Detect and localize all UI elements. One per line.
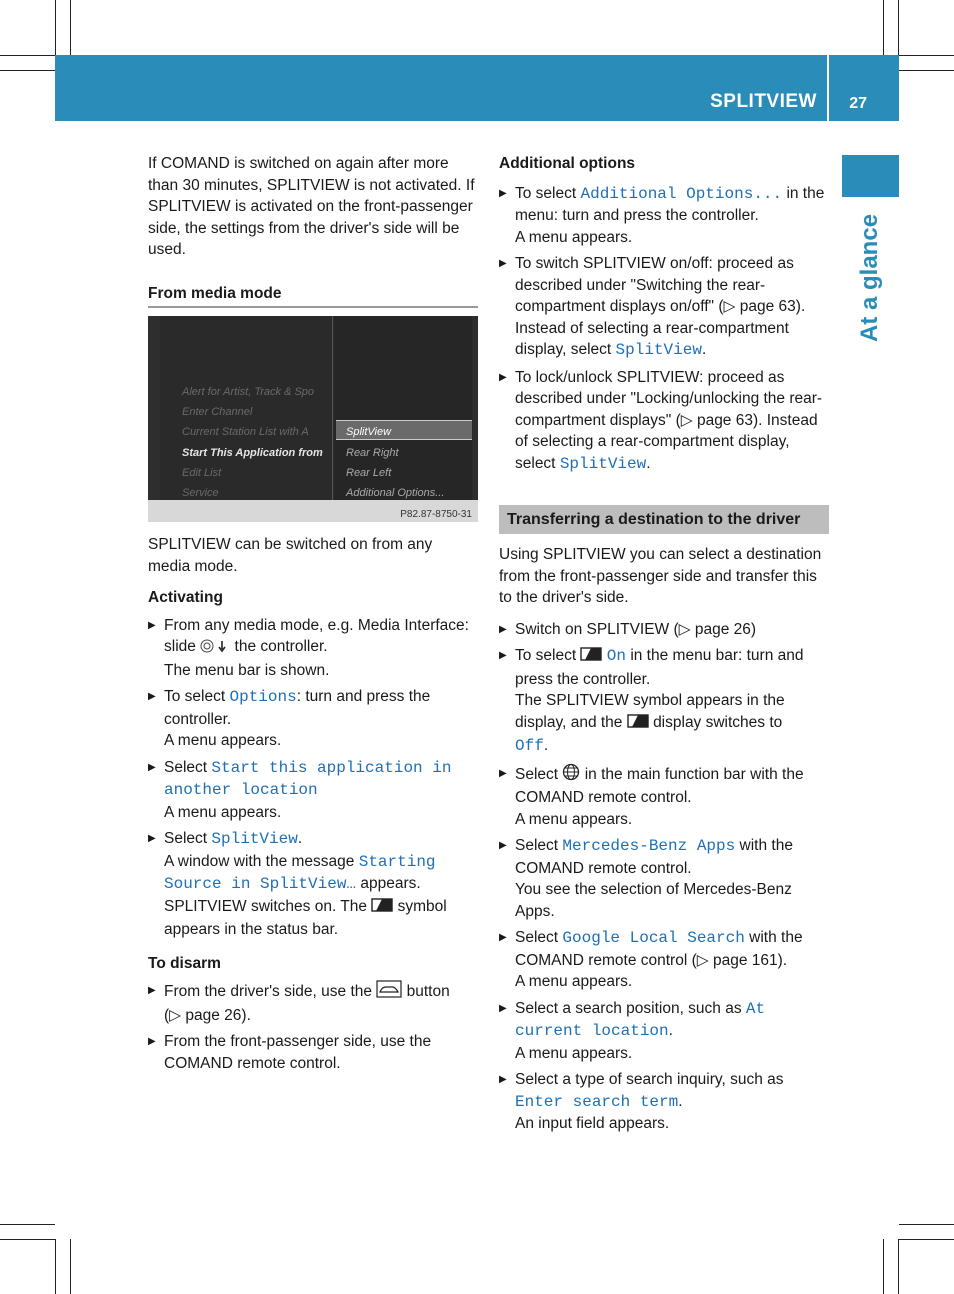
menu-term: Enter search term [515, 1092, 679, 1111]
crop-mark [70, 0, 71, 55]
step-item: ▶ Select in the main function bar with the COMAND remote control. A menu appears. [499, 763, 829, 831]
crop-mark [70, 1239, 71, 1294]
submenu-item-selected: SplitView [346, 426, 392, 438]
menu-term: SplitView [615, 341, 702, 359]
activating-heading: Activating [148, 589, 223, 606]
figure-code: P82.87-8750-31 [400, 509, 472, 520]
menu-item: Alert for Artist, Track & Spo [182, 386, 315, 398]
figure-code-strip [148, 500, 478, 522]
slide-down-icon [200, 638, 230, 660]
from-media-heading: From media mode [148, 283, 478, 309]
left-column [148, 153, 478, 1079]
crop-mark [899, 70, 954, 71]
intro-paragraph: If COMAND is switched on again after more than 30 minutes, SPLITVIEW is not activated. If SPLITVIEW is activated on the front-passenger side, the settings from the driver's side will be used. [148, 155, 475, 258]
side-tab-label: At a glance [856, 213, 883, 342]
splitview-icon [627, 713, 649, 736]
submenu-item: Additional Options... [346, 487, 445, 499]
menu-item-selected: Start This Application from [182, 447, 323, 459]
step-item: ▶ Switch on SPLITVIEW (▷ page 26) [499, 619, 829, 641]
menu-term: Start this application in another location [164, 758, 452, 799]
menu-term: SplitView [559, 454, 647, 473]
page-number: 27 [849, 95, 867, 112]
menu-term: Options [229, 688, 297, 706]
submenu-item: Rear Right [346, 447, 399, 459]
step-item: ▶ Select a search position, such as At current location. A menu appears. [499, 998, 829, 1065]
options-heading: Additional options [499, 155, 636, 172]
splitview-icon [580, 646, 602, 669]
step-item: ▶ Select a type of search inquiry, such as Enter search term. An input field appears. [499, 1069, 829, 1135]
step-item: ▶ Select SplitView. A window with the message Starting Source in SplitView… appears. SPLITVIEW switches on. The symbol appears in the status bar. [148, 828, 478, 941]
header-bar [55, 55, 899, 121]
caption: SPLITVIEW can be switched on from any media mode. [148, 536, 433, 575]
step-item: ▶ From the driver's side, use the button (▷ page 26). [148, 980, 478, 1026]
transfer-intro: Using SPLITVIEW you can select a destination from the front-passenger side and transfer this to the driver's side. [499, 546, 822, 606]
menu-item: Current Station List with A [182, 426, 309, 438]
section-title: SPLITVIEW [710, 91, 817, 112]
media-menu-screenshot [148, 316, 478, 522]
crop-mark [0, 70, 55, 71]
step-item: ▶ Select Start this application in another location A menu appears. [148, 757, 478, 824]
crop-mark [899, 1239, 954, 1240]
menu-term: Additional Options... [580, 184, 783, 203]
step-item: ▶ To switch SPLITVIEW on/off: proceed as described under "Switching the rear-compartment displays on/off" (▷ page 63). Instead of selecting a rear-compartment display, select SplitView. [499, 253, 829, 362]
crop-mark [55, 0, 56, 55]
crop-mark [898, 1239, 899, 1294]
step-item: ▶ To lock/unlock SPLITVIEW: proceed as described under "Locking/unlocking the rear-compartment displays" (▷ page 63). Instead of selecting a rear-compartment display, select SplitView. [499, 367, 829, 476]
menu-term: Mercedes-Benz Apps [562, 837, 736, 855]
right-column [499, 153, 829, 1140]
crop-mark [0, 1239, 55, 1240]
crop-mark [899, 1224, 954, 1225]
step-item: ▶ From any media mode, e.g. Media Interface: slide the controller. The menu bar is shown. [148, 615, 478, 682]
menu-item: Service [182, 487, 219, 499]
globe-icon [562, 763, 580, 788]
menu-term: SplitView [211, 830, 298, 848]
crop-mark [898, 0, 899, 55]
menu-item: Edit List [182, 467, 222, 479]
step-item: ▶ Select Google Local Search with the COMAND remote control (▷ page 161). A menu appears. [499, 927, 829, 993]
side-tab [842, 155, 899, 197]
transfer-heading: Transferring a destination to the driver [499, 505, 829, 534]
menu-term: Starting Source in SplitView… [164, 852, 436, 893]
step-item: ▶ To select Additional Options... in the menu: turn and press the controller. A menu appears. [499, 183, 829, 249]
step-item: ▶ To select On in the menu bar: turn and press the controller. The SPLITVIEW symbol appears in the display, and the display switches to Off. [499, 645, 829, 758]
crop-mark [0, 1224, 55, 1225]
menu-term: On [606, 647, 626, 665]
menu-item: Enter Channel [182, 406, 253, 418]
crop-mark [55, 1239, 56, 1294]
menu-term: Google Local Search [562, 929, 745, 947]
crop-mark [883, 0, 884, 55]
header-divider [827, 55, 829, 121]
step-item: ▶ From the front-passenger side, use the COMAND remote control. [148, 1031, 478, 1074]
menu-term: Off [515, 737, 544, 755]
crop-mark [0, 55, 55, 56]
splitview-icon [371, 897, 393, 920]
step-item: ▶ To select Options: turn and press the controller. A menu appears. [148, 686, 478, 752]
step-item: ▶ Select Mercedes-Benz Apps with the COMAND remote control. You see the selection of Mercedes-Benz Apps. [499, 835, 829, 922]
menu-term: At current location [515, 999, 766, 1040]
car-button-icon [376, 980, 402, 1005]
submenu-item: Rear Left [346, 467, 392, 479]
disarm-heading: To disarm [148, 954, 221, 972]
crop-mark [883, 1239, 884, 1294]
crop-mark [899, 55, 954, 56]
